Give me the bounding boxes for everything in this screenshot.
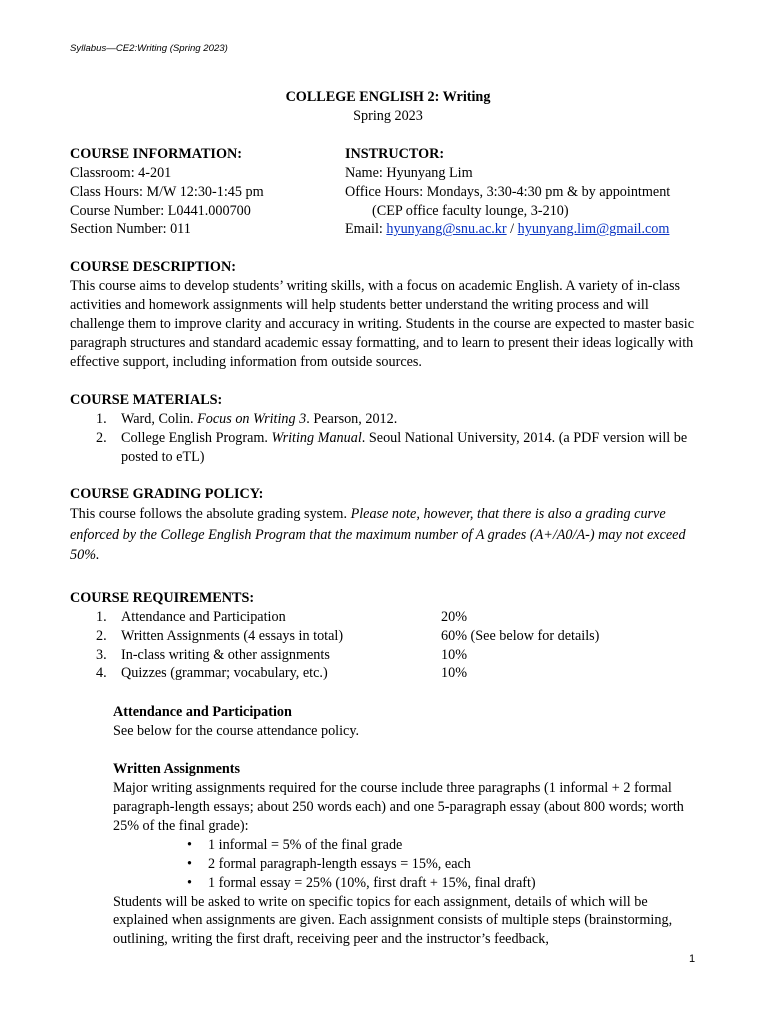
grade-breakdown-item — [70, 855, 706, 874]
course-requirements-heading: COURSE REQUIREMENTS: — [70, 589, 255, 606]
instructor-information — [345, 145, 706, 240]
running-header: Syllabus—CE2:Writing (Spring 2023) — [70, 43, 228, 54]
materials-item-pre: Ward, Colin. — [121, 410, 198, 427]
grade-breakdown-text: 1 formal essay = 25% (10%, first draft + 15%, final draft) — [208, 874, 536, 891]
requirement-weight: 60% (See below for details) — [441, 627, 600, 644]
attendance-section — [70, 703, 706, 741]
requirement-weight: 20% — [441, 608, 468, 625]
materials-item-post: . Seoul National University, 2014. (a PDF version will be posted to eTL) — [121, 429, 688, 465]
materials-item — [70, 429, 706, 467]
materials-item-post: . Pearson, 2012. — [306, 410, 398, 427]
materials-item-title: Writing Manual — [271, 429, 362, 446]
grading-policy-body — [70, 504, 706, 566]
requirement-label: Attendance and Participation — [121, 608, 286, 625]
grading-policy-italic: Please note, however, that there is also a grading curve enforced by the College English Program that the maximum number of A grades (A+/A0/A-) may not exceed 50%. — [70, 506, 686, 564]
grade-breakdown-text: 1 informal = 5% of the final grade — [208, 836, 403, 853]
materials-item-pre: College English Program. — [121, 429, 272, 446]
email-link-gmail[interactable]: hyunyang.lim@gmail.com — [517, 221, 670, 238]
requirement-label: Written Assignments (4 essays in total) — [121, 627, 344, 644]
requirements-list — [70, 608, 706, 684]
requirement-label: Quizzes (grammar; vocabulary, etc.) — [121, 665, 328, 682]
requirement-number: 1. — [96, 608, 107, 625]
page-number: 1 — [689, 953, 696, 965]
info-grid — [70, 145, 706, 240]
course-description — [70, 258, 706, 371]
course-term: Spring 2023 — [353, 107, 423, 124]
course-title: COLLEGE ENGLISH 2: Writing — [285, 89, 491, 105]
requirement-number: 4. — [96, 665, 107, 682]
requirement-item — [70, 627, 706, 646]
materials-item-title: Focus on Writing 3 — [197, 410, 307, 427]
requirement-item — [70, 664, 706, 683]
course-information-heading: COURSE INFORMATION: — [70, 145, 242, 162]
written-assignments-heading: Written Assignments — [113, 761, 241, 778]
requirement-weight: 10% — [441, 646, 468, 663]
materials-item-number: 1. — [96, 410, 107, 427]
class-hours: Class Hours: M/W 12:30-1:45 pm — [70, 183, 264, 200]
course-materials-heading: COURSE MATERIALS: — [70, 391, 223, 408]
email-separator: / — [506, 221, 518, 238]
grading-policy-heading: COURSE GRADING POLICY: — [70, 486, 264, 503]
requirement-item — [70, 646, 706, 665]
written-assignments-section — [70, 760, 706, 836]
materials-item — [70, 410, 706, 429]
grade-breakdown-item — [70, 874, 706, 893]
requirement-number: 2. — [96, 627, 107, 644]
instructor-name: Name: Hyunyang Lim — [345, 164, 473, 181]
office-location: (CEP office faculty lounge, 3-210) — [372, 202, 569, 219]
email-label: Email: — [345, 221, 387, 238]
requirement-label: In-class writing & other assignments — [121, 646, 330, 663]
materials-item-number: 2. — [96, 429, 107, 446]
requirement-number: 3. — [96, 646, 107, 663]
course-description-heading: COURSE DESCRIPTION: — [70, 259, 236, 276]
instructor-heading: INSTRUCTOR: — [345, 145, 445, 162]
email-link-snu[interactable]: hyunyang@snu.ac.kr — [386, 221, 507, 238]
written-assignments-closing: Students will be asked to write on specific topics for each assignment, details of which will be explained when assignments are given. Each assignment consists of multiple steps (brainstorming, outlining, writing the first draft, receiving peer and the instructor’s feedback, — [113, 893, 673, 948]
instructor-email — [345, 220, 706, 239]
course-information — [70, 145, 345, 240]
grade-breakdown-item — [70, 836, 706, 855]
attendance-heading: Attendance and Participation — [113, 704, 292, 721]
written-assignments-body: Major writing assignments required for the course include three paragraphs (1 informal + 2 formal paragraph-length essays; about 250 words each) and one 5-paragraph essay (about 800 words; worth 25% of the final grade): — [113, 780, 684, 834]
requirement-item — [70, 608, 706, 627]
materials-list — [70, 410, 706, 467]
course-requirements — [70, 589, 706, 684]
attendance-body: See below for the course attendance policy. — [113, 723, 360, 740]
syllabus-page — [70, 88, 706, 949]
bullet-icon: • — [187, 874, 192, 891]
grading-policy-plain: This course follows the absolute grading system. — [70, 506, 351, 523]
requirement-weight: 10% — [441, 665, 468, 682]
course-grading-policy — [70, 485, 706, 565]
course-description-body: This course aims to develop students’ writing skills, with a focus on academic English. A variety of in-class activities and homework assignments will help students better understand the writing process and will challenge them to improve clarity and accuracy in writing. Students in the course are expected to master basic paragraph structures and standard academic essay formatting, and to learn to present their ideas logically with effective support, including information from outside sources. — [70, 278, 695, 370]
office-hours: Office Hours: Mondays, 3:30-4:30 pm & by appointment — [345, 183, 671, 200]
bullet-icon: • — [187, 855, 192, 872]
classroom: Classroom: 4-201 — [70, 164, 172, 181]
bullet-icon: • — [187, 836, 192, 853]
course-number: Course Number: L0441.000700 — [70, 202, 251, 219]
grade-breakdown-list — [70, 836, 706, 893]
course-materials — [70, 391, 706, 467]
grade-breakdown-text: 2 formal paragraph-length essays = 15%, each — [208, 855, 471, 872]
section-number: Section Number: 011 — [70, 221, 191, 238]
